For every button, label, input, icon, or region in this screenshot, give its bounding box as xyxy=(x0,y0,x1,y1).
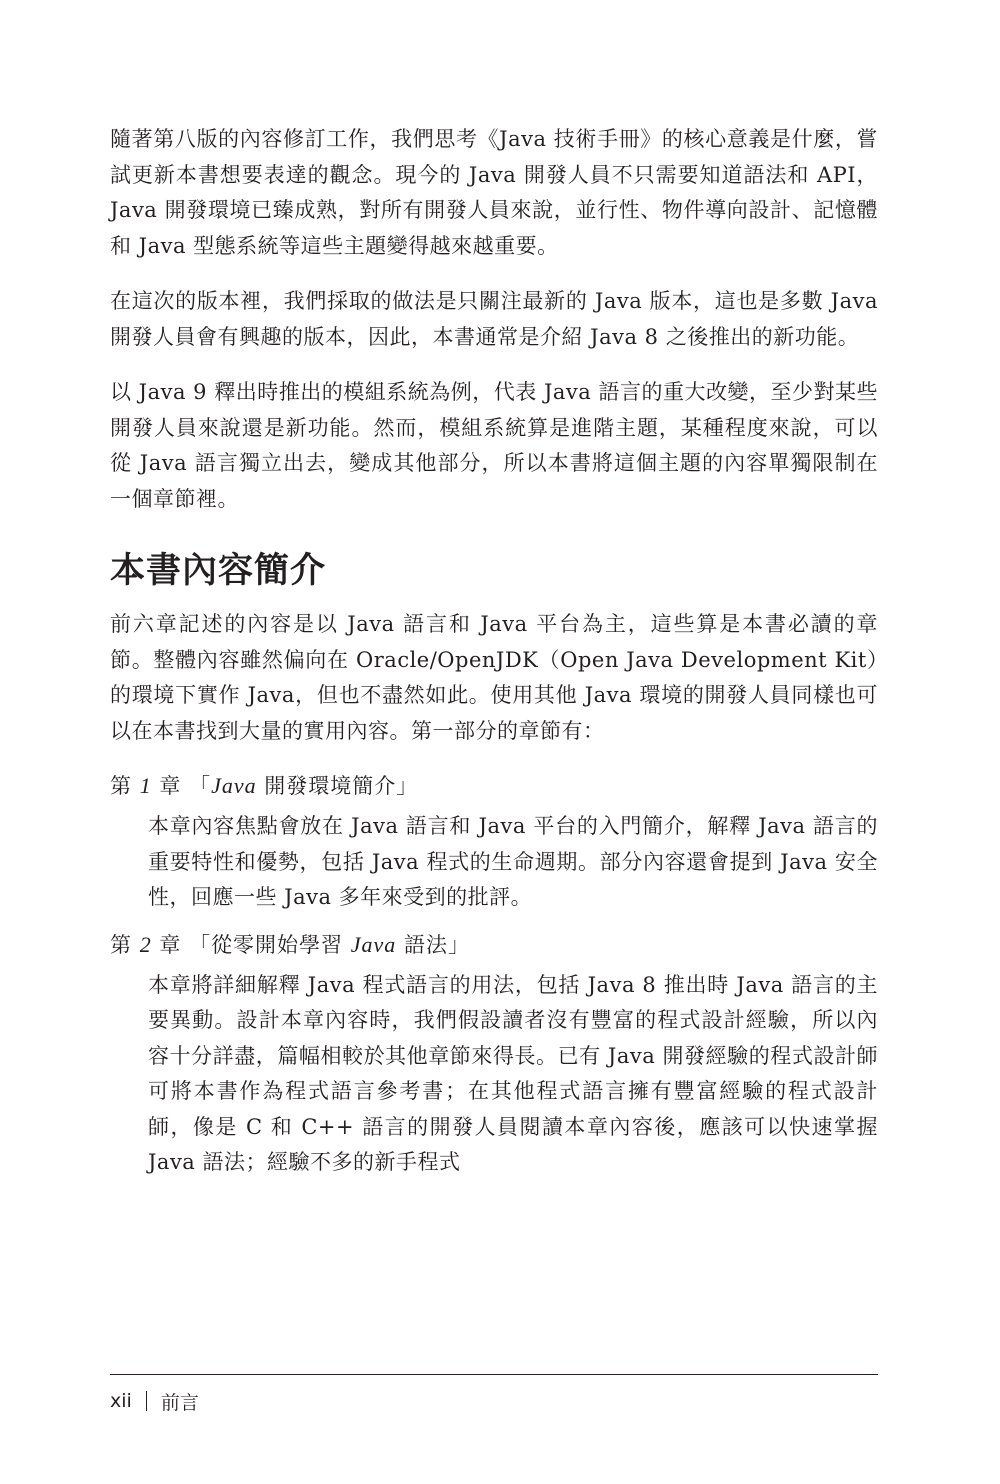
page-number: xii xyxy=(110,1390,132,1412)
footer-divider xyxy=(110,1374,878,1375)
page-body xyxy=(110,122,878,1193)
title-open-quote: 「 xyxy=(189,932,212,957)
chapter-2-description: 本章將詳細解釋 Java 程式語言的用法，包括 Java 8 推出時 Java 語言的主要異動。設計本章內容時，我們假設讀者沒有豐富的程式設計經驗，所以內容十分詳盡，篇幅相較於其他章節來得長。已有 Java 開發經驗的程式設計師可將本書作為程式語言參考書；在其他程式語言擁有豐富經驗的程式設計師，像是 C 和 C++ 語言的開發人員閱讀本章內容後，應該可以快速掌握 Java 語法；經驗不多的新手程式 xyxy=(148,972,878,1174)
body-paragraph: 隨著第八版的內容修訂工作，我們思考《Java 技術手冊》的核心意義是什麼，嘗試更新本書想要表達的觀念。現今的 Java 開發人員不只需要知道語法和 API，Java 開發環境已臻成熟，對所有開發人員來說，並行性、物件導向設計、記憶體和 Java 型態系統等這些主題變得越來越重要。 xyxy=(110,127,878,258)
title-chinese-prefix: 從零開始學習 xyxy=(211,932,351,957)
title-open-quote: 「 xyxy=(189,774,212,798)
section-intro: 前六章記述的內容是以 Java 語言和 Java 平台為主，這些算是本書必讀的章節。整體內容雖然偏向在 Oracle/OpenJDK（Open Java Development Kit）的環境下實作 Java，但也不盡然如此。使用其他 Java 環境的開發人員同樣也可以在本書找到大量的實用內容。第一部分的章節有： xyxy=(110,612,878,743)
title-english: Java xyxy=(350,931,397,957)
title-english: Java xyxy=(211,773,257,798)
chapter-number: 2 xyxy=(139,931,152,957)
page-footer xyxy=(110,1387,199,1415)
footer-section-name: 前言 xyxy=(160,1391,199,1414)
section-heading: 本書內容簡介 xyxy=(110,551,327,591)
chapter-prefix: 第 xyxy=(110,932,132,957)
chapter-unit: 章 xyxy=(159,932,182,957)
body-paragraph: 以 Java 9 釋出時推出的模組系統為例，代表 Java 語言的重大改變，至少對某些開發人員來說還是新功能。然而，模組系統算是進階主題，某種程度來說，可以從 Java 語言獨立出去，變成其他部分，所以本書將這個主題的內容單獨限制在一個章節裡。 xyxy=(110,380,878,511)
title-chinese: 開發環境簡介 xyxy=(256,774,397,798)
body-paragraph: 在這次的版本裡，我們採取的做法是只關注最新的 Java 版本，這也是多數 Java 開發人員會有興趣的版本，因此，本書通常是介紹 Java 8 之後推出的新功能。 xyxy=(110,289,878,349)
title-chinese: 語法 xyxy=(396,932,448,957)
chapter-number: 1 xyxy=(139,773,152,798)
title-close-quote: 」 xyxy=(396,774,419,798)
chapter-prefix: 第 xyxy=(110,774,132,798)
chapter-unit: 章 xyxy=(159,774,182,798)
chapter-1-title xyxy=(110,769,878,803)
footer-separator xyxy=(146,1391,147,1411)
chapter-2-title xyxy=(110,928,878,962)
title-close-quote: 」 xyxy=(447,932,470,957)
chapter-1-description: 本章內容焦點會放在 Java 語言和 Java 平台的入門簡介，解釋 Java 語言的重要特性和優勢，包括 Java 程式的生命週期。部分內容還會提到 Java 安全性，回應一些 Java 多年來受到的批評。 xyxy=(148,814,878,909)
